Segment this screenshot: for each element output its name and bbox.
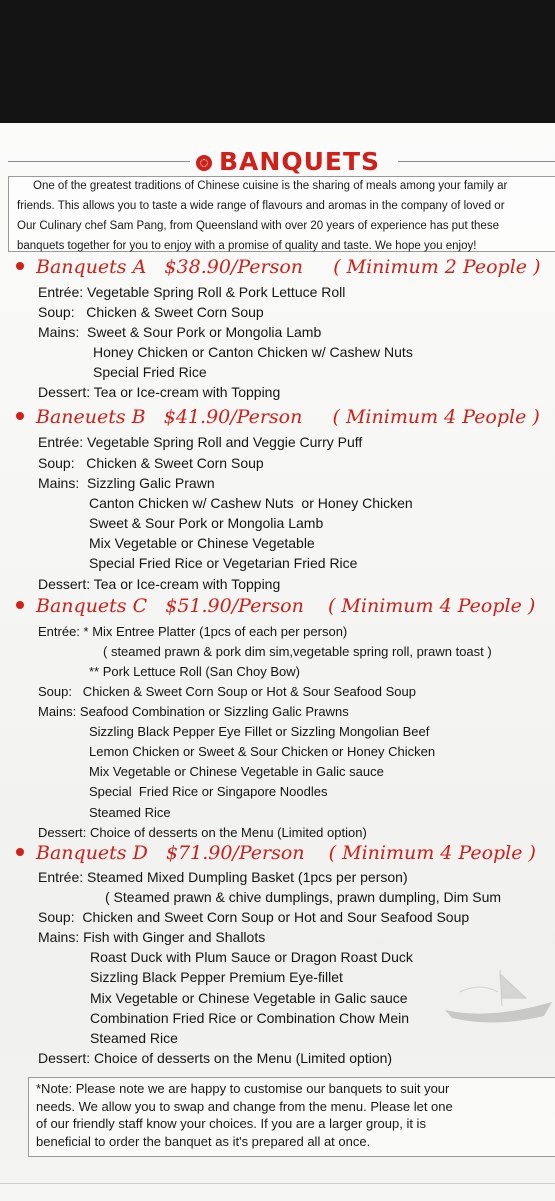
title-row [8, 147, 555, 177]
banquet-heading-text: Banquets D $71.90/Person ( Minimum 4 People ) [36, 842, 536, 864]
intro-line: banquets together for you to enjoy with a promise of quality and taste. We hope you enjoy! [17, 240, 477, 252]
banquet-c-mains-line: Lemon Chicken or Sweet & Sour Chicken or Honey Chicken [89, 744, 436, 759]
note-line: needs. We allow you to swap and change from the menu. Please let one [36, 1098, 453, 1114]
banquet-c-entree: Entrée: * Mix Entree Platter (1pcs of each per person) [38, 624, 348, 639]
banquet-d-entree: Entrée: Steamed Mixed Dumpling Basket (1pcs per person) [38, 869, 408, 885]
banquet-d-mains-line: Roast Duck with Plum Sauce or Dragon Roast Duck [90, 949, 413, 965]
banquet-d-mains-line: Sizzling Black Pepper Premium Eye-fillet [90, 969, 343, 985]
banquet-heading-text: Banquets A $38.90/Person ( Minimum 2 People ) [36, 256, 541, 278]
banquet-a-mains-line: Special Fried Rice [93, 364, 207, 380]
top-dark-band [0, 0, 555, 123]
banquet-c-mains-line: Steamed Rice [89, 805, 171, 820]
banquet-c-mains-line: Mix Vegetable or Chinese Vegetable in Galic sauce [89, 764, 384, 779]
flower-icon [196, 155, 212, 171]
banquet-b-mains-line: Sweet & Sour Pork or Mongolia Lamb [89, 515, 324, 531]
note-line: of our friendly staff know your choices. If you are a larger group, it is [36, 1116, 426, 1131]
banquet-d-mains-line: Mix Vegetable or Chinese Vegetable in Galic sauce [90, 990, 408, 1006]
banquet-c-mains: Mains: Seafood Combination or Sizzling Galic Prawns [38, 704, 349, 719]
note-line: beneficial to order the banquet as it's prepared all at once. [36, 1133, 371, 1149]
banquet-a-mains: Mains: Sweet & Sour Pork or Mongolia Lamb [38, 324, 322, 340]
banquet-d-mains-line: Steamed Rice [90, 1030, 178, 1046]
banquet-b-heading [16, 406, 540, 428]
bottom-strip [0, 1183, 555, 1201]
banquet-heading-text: Banquets C $51.90/Person ( Minimum 4 People ) [36, 595, 536, 617]
banquet-a-dessert: Dessert: Tea or Ice-cream with Topping [38, 384, 281, 400]
bullet-dot-icon [16, 412, 24, 420]
banquet-d-heading [16, 842, 536, 864]
banquet-c-entree-detail: ( steamed prawn & pork dim sim,vegetable spring roll, prawn toast ) [103, 644, 492, 659]
banquet-a-soup: Soup: Chicken & Sweet Corn Soup [38, 304, 264, 320]
banquet-c-mains-line: Sizzling Black Pepper Eye Fillet or Sizzling Mongolian Beef [89, 724, 430, 739]
page-title [196, 147, 380, 176]
banquet-a-entree: Entrée: Vegetable Spring Roll & Pork Lettuce Roll [38, 284, 346, 300]
note-line: *Note: Please note we are happy to customise our banquets to suit your [36, 1081, 450, 1096]
banquet-c-soup: Soup: Chicken & Sweet Corn Soup or Hot & Sour Seafood Soup [38, 684, 416, 699]
banquet-a-mains-line: Honey Chicken or Canton Chicken w/ Cashew Nuts [93, 344, 413, 360]
title-rule-right [398, 161, 555, 162]
banquet-b-mains-line: Mix Vegetable or Chinese Vegetable [89, 535, 315, 551]
bullet-dot-icon [16, 848, 24, 856]
banquet-d-dessert: Dessert: Choice of desserts on the Menu (Limited option) [38, 1050, 393, 1066]
banquet-b-entree: Entrée: Vegetable Spring Roll and Veggie Curry Puff [38, 434, 363, 450]
banquet-d-mains: Mains: Fish with Ginger and Shallots [38, 929, 266, 945]
note-text [36, 1080, 555, 1150]
banquet-b-dessert: Dessert: Tea or Ice-cream with Topping [38, 576, 281, 592]
banquet-b-soup: Soup: Chicken & Sweet Corn Soup [38, 455, 264, 471]
banquet-d-soup: Soup: Chicken and Sweet Corn Soup or Hot and Sour Seafood Soup [38, 909, 470, 925]
banquet-d-entree-detail: ( Steamed prawn & chive dumplings, prawn dumpling, Dim Sum [105, 889, 502, 905]
banquet-b-mains-line: Canton Chicken w/ Cashew Nuts or Honey Chicken [89, 495, 413, 511]
banquet-b-mains-line: Special Fried Rice or Vegetarian Fried Rice [89, 555, 358, 571]
banquet-c-entree-detail: ** Pork Lettuce Roll (San Choy Bow) [89, 664, 300, 679]
bullet-dot-icon [16, 262, 24, 270]
banquet-heading-text: Baneuets B $41.90/Person ( Minimum 4 People ) [36, 406, 540, 428]
page-title-text: BANQUETS [219, 147, 381, 176]
boat-illustration [440, 962, 555, 1032]
banquet-b-mains: Mains: Sizzling Galic Prawn [38, 475, 215, 491]
intro-line: friends. This allows you to taste a wide range of flavours and aromas in the company of loved or [17, 200, 505, 212]
intro-line: Our Culinary chef Sam Pang, from Queensland with over 20 years of experience has put these [17, 220, 499, 232]
banquet-c-mains-line: Special Fried Rice or Singapore Noodles [89, 784, 328, 799]
bullet-dot-icon [16, 601, 24, 609]
intro-line: One of the greatest traditions of Chinese cuisine is the sharing of meals among your family ar [33, 180, 508, 192]
intro-text [17, 176, 555, 256]
banquet-d-mains-line: Combination Fried Rice or Combination Chow Mein [90, 1010, 410, 1026]
banquet-a-heading [16, 256, 540, 278]
title-rule-left [8, 161, 190, 162]
banquet-c-dessert: Dessert: Choice of desserts on the Menu (Limited option) [38, 825, 367, 840]
banquet-c-heading [16, 595, 535, 617]
